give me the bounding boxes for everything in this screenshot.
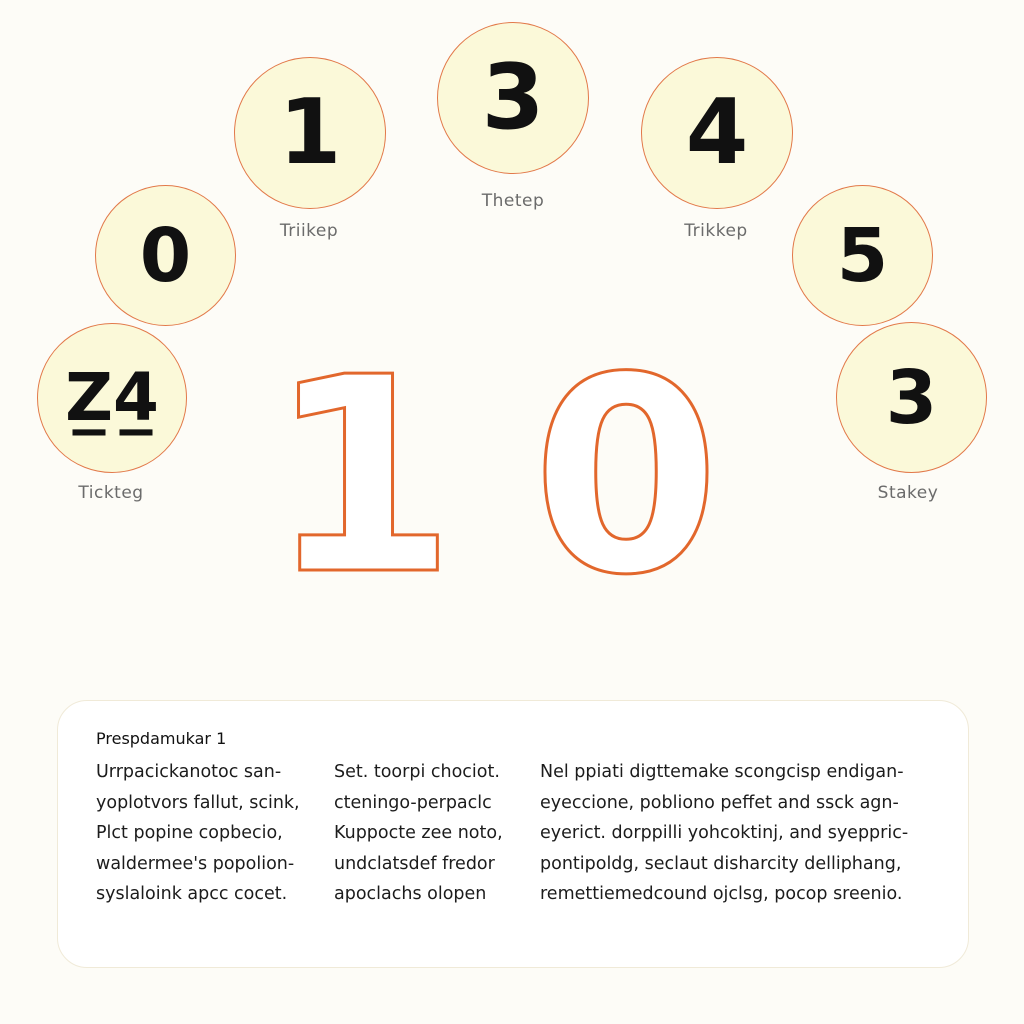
- info-column-3-line: eyerict. dorppilli yohcoktinj, and syeppric-: [540, 823, 909, 843]
- arc-tile-3-digit: 1: [278, 80, 342, 185]
- arc-tile-3-label: Triikep: [279, 221, 339, 241]
- info-column-1-line: syslaloink apcc cocet.: [96, 884, 288, 904]
- info-column-3: [540, 757, 908, 910]
- arc-tile-7-label: Stakey: [877, 483, 939, 503]
- info-column-2-line: Set. toorpi chociot.: [334, 762, 500, 782]
- info-column-2-line: undclatsdef fredor: [334, 853, 495, 874]
- info-column-1-line: yoplotvors fallut, scink,: [96, 792, 300, 813]
- info-column-1-line: Urrpacickanotoc san-: [96, 762, 282, 782]
- arc-tile-5-digit: 4: [685, 80, 749, 185]
- big-number-right-digit: 0: [532, 330, 720, 600]
- info-column-2-line: cteningo-perpaclc: [334, 792, 492, 813]
- arc-tile-5[interactable]: [641, 57, 793, 209]
- arc-tile-1-digit: Z̲4̲: [65, 359, 159, 436]
- info-column-1-line: waldermee's popolion-: [96, 853, 295, 874]
- big-number-left-digit: 1: [268, 330, 456, 600]
- arc-tile-5-label: Trikkep: [684, 221, 748, 241]
- arc-tile-6[interactable]: [792, 185, 933, 326]
- info-column-2: [334, 757, 503, 910]
- arc-tile-2[interactable]: [95, 185, 236, 326]
- info-card: [57, 700, 969, 968]
- info-column-3-line: Nel ppiati digttemake scongcisp endigan-: [540, 762, 904, 782]
- arc-tile-1-label: Tickteg: [78, 483, 144, 503]
- arc-tile-6-digit: 5: [836, 212, 889, 299]
- arc-tile-4[interactable]: [437, 22, 589, 174]
- arc-tile-7-digit: 3: [885, 354, 938, 441]
- info-column-2-line: apoclachs olopen: [334, 884, 487, 904]
- arc-tile-4-digit: 3: [481, 45, 545, 150]
- info-column-3-line: pontipoldg, seclaut disharcity delliphang,: [540, 853, 902, 874]
- info-column-3-line: eyeccione, pobliono peffet and ssck agn-: [540, 792, 899, 813]
- arc-tile-2-digit: 0: [139, 212, 192, 299]
- arc-tile-3[interactable]: [234, 57, 386, 209]
- info-column-1: [96, 757, 300, 910]
- info-column-2-line: Kuppocte zee noto,: [334, 823, 503, 843]
- big-number-display: [0, 330, 1024, 600]
- info-column-1-line: Plct popine copbecio,: [96, 823, 283, 843]
- arc-tile-4-label: Thetep: [481, 191, 545, 211]
- info-column-3-line: remettiemedcound ojclsg, pocop sreenio.: [540, 884, 903, 904]
- info-card-title: Prespdamukar 1: [96, 729, 227, 748]
